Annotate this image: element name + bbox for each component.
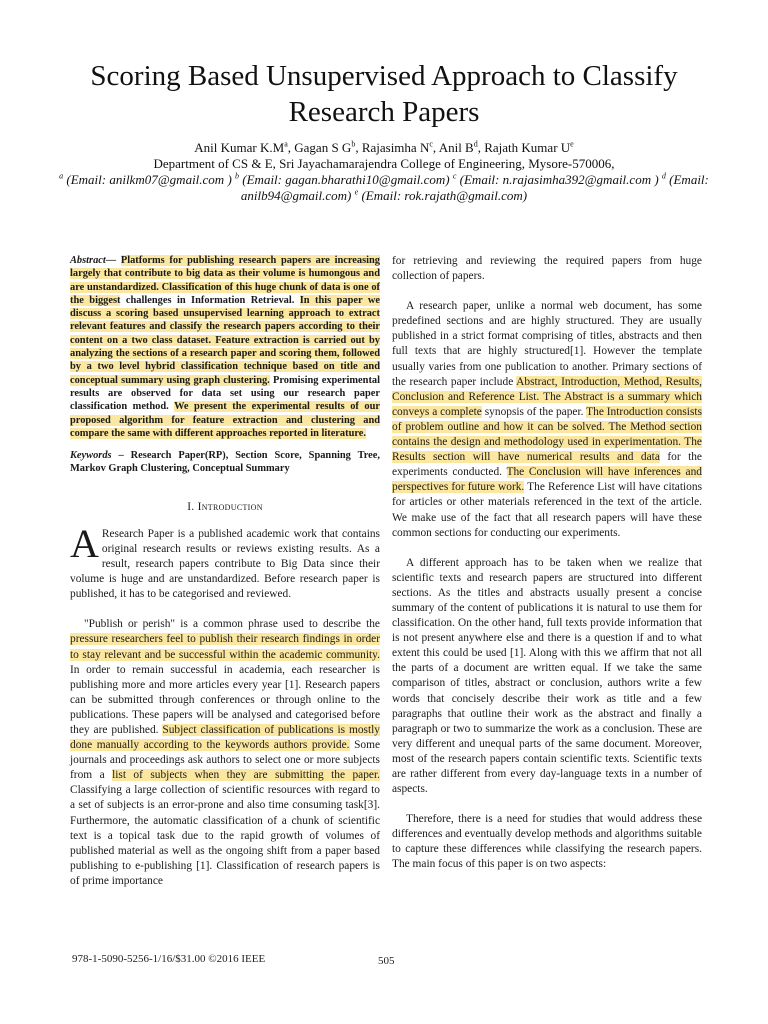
drop-cap: A xyxy=(70,520,99,566)
author-name: Anil B xyxy=(438,140,474,155)
author-name: Gagan S G xyxy=(294,140,352,155)
author-name: Rajath Kumar U xyxy=(484,140,571,155)
keywords-text: – Research Paper(RP), Section Score, Spanning Tree, Markov Graph Clustering, Conceptual Summary xyxy=(70,450,380,475)
author-email: (Email: gagan.bharathi10@gmail.com) xyxy=(242,172,450,187)
page-number: 505 xyxy=(378,955,395,967)
email-mark: a xyxy=(59,171,64,181)
abstract-dash: — xyxy=(105,255,117,266)
body-text: The Reference List will have citations for articles or other materials referenced in the text of the article. We make use of the fact that all research papers will have these common sections for conducting our experiments. xyxy=(392,481,702,539)
intro-paragraph-2 xyxy=(70,617,380,889)
paper-title: Scoring Based Unsupervised Approach to Classify Research Papers xyxy=(90,60,678,128)
author-email: (Email: n.rajasimha392@gmail.com ) xyxy=(459,172,659,187)
author-affiliation-mark: a xyxy=(284,139,288,149)
email-mark: b xyxy=(235,171,240,181)
body-text: Classifying a large collection of scientific resources with regard to a set of subjects is an error-prone and also time consuming task[3]. Furthermore, the automatic classification of a chunk of scientific text is a topical task due to the rapid growth of volumes of published material as well as the ongoing shift from a paper based publishing to e-publishing [1]. Classification of research papers is of prime importance xyxy=(70,784,380,887)
author-name: Anil Kumar K.M xyxy=(194,140,285,155)
highlighted-text: is carried out by analyzing the sections of a research paper and scoring them, followed by a two level hybrid classification technique based on title and conceptual summary using graph clustering. xyxy=(70,334,380,386)
highlighted-text: Platforms for publishing research papers are increasing largely that contribute to big data as their volume is humongous and are unstandardized. Classification of this huge chunk of data is one of the biggest xyxy=(70,255,380,306)
body-text: A research paper, unlike a normal web document, has some predefined sections and are highly structured. They are usually published in a strict format comprising of titles, abstracts and then full texts that are highly structured[1]. However the template usually varies from one publication to another. Primary sections of the research paper include xyxy=(392,300,702,388)
abstract xyxy=(70,254,380,440)
body-text: "Publish or perish" is a common phrase used to describe the xyxy=(84,618,380,631)
right-paragraph-1 xyxy=(392,299,702,541)
section-heading-introduction xyxy=(70,500,380,515)
affiliation: Department of CS & E, Sri Jayachamarajendra College of Engineering, Mysore-570006, xyxy=(153,156,615,171)
abstract-label: Abstract xyxy=(70,255,106,266)
author-affiliation-mark: e xyxy=(570,139,574,149)
email-mark: c xyxy=(452,171,457,181)
body-text: synopsis of the paper. xyxy=(481,405,587,418)
body-text: challenges in Information Retrieval. xyxy=(120,294,300,306)
keywords-label: Keywords xyxy=(70,450,112,462)
highlighted-text: pressure researchers feel to publish their research findings in order to stay relevant and be successful within the academic community. xyxy=(70,633,380,661)
body-text: Some journals and proceedings ask authors to select one or more subjects from a xyxy=(70,739,381,782)
section-number: I. xyxy=(187,500,195,513)
intro-paragraph-1-text: Research Paper is a published academic work that contains original research results or reviews existing results. As a result, research papers contribute to Big Data since their volume is huge and are unstandardized. Before research paper is published, it has to be categorised and reviewed. xyxy=(70,527,380,601)
highlighted-text: Subject classification of publications is mostly done manually according to the keywords authors provide. xyxy=(70,723,381,752)
right-paragraph-3: Therefore, there is a need for studies that would address these differences and eventually develop methods and algorithms suitable to capture these differences while classifying the research papers. The main focus of this paper is on two aspects: xyxy=(392,813,702,871)
email-mark: e xyxy=(354,187,359,197)
highlighted-text: The Conclusion will have inferences and perspectives for future work. xyxy=(392,466,702,494)
highlighted-text: The Introduction consists of problem outline and how it can be solved. The Method section contains the design and methodology used in experimentation. The Results section will have numerical results and data xyxy=(392,405,702,464)
keywords xyxy=(70,449,380,476)
author-block xyxy=(40,140,728,204)
footer-isbn: 978-1-5090-5256-1/16/$31.00 ©2016 IEEE xyxy=(72,953,266,965)
body-text: for the experiments conducted. xyxy=(392,451,702,479)
section-title: Introduction xyxy=(197,500,263,513)
body-text: Promising experimental results are observed for data set using our research paper classification method. xyxy=(70,374,380,413)
right-paragraph-0: for retrieving and reviewing the required papers from huge collection of papers. xyxy=(392,255,702,283)
author-email: (Email: anilkm07@gmail.com ) xyxy=(66,172,232,187)
author-name: Rajasimha N xyxy=(361,140,430,155)
intro-paragraph-1 xyxy=(70,520,380,602)
highlighted-text: In this paper we discuss a scoring based unsupervised learning approach to extract relevant features and classify the research papers according to their content on a two class dataset. Feature extraction xyxy=(70,294,380,346)
author-email: (Email: anilb94@gmail.com) xyxy=(240,172,709,203)
author-email: (Email: rok.rajath@gmail.com) xyxy=(361,188,528,203)
author-affiliation-mark: d xyxy=(473,139,478,149)
right-column xyxy=(392,254,702,873)
highlighted-text: Abstract, Introduction, Method, Results, Conclusion and Reference List. The Abstract is a summary which conveys a complete xyxy=(392,375,702,418)
author-affiliation-mark: c xyxy=(429,139,433,149)
body-text: In order to remain successful in academia, each researcher is publishing more and more articles every year [1]. Research papers can be submitted through conferences or through online to the publications. These papers will be analysed and categorised before they are published. xyxy=(70,663,380,736)
email-mark: d xyxy=(661,171,666,181)
author-emails xyxy=(40,172,728,204)
right-paragraph-2: A different approach has to be taken when we realize that scientific texts and research papers are structured into different sections. As the titles and abstracts usually present a concise summary of the content of publications it is natural to use them for classification. On the other hand, full texts provide information that is not present anywhere else and there is a question if and to what extent this could be used [1]. Along with this we affirm that not all the parts of a document are written equal. If we take the same comparison of titles, abstract or conclusion, authors write a few words that concisely describe their work as title and a few paragraphs that outline their work as the abstract and finally a paragraph or two to summarize the work as a conclusion. These are very different and unequal parts of the same document. Moreover, most of the research papers contain scientific texts. Scientific texts are rather different from every day-language texts in a number of aspects. xyxy=(392,556,702,796)
left-column xyxy=(70,254,380,889)
highlighted-text: We present the experimental results of our proposed algorithm for feature extraction and clustering and compare the same with different approaches reported in literature. xyxy=(70,401,380,439)
author-names: Anil Kumar $K.M^a$, Gagan S $G^b$, Rajasimha $N^c$, Anil $B^d$, Rajath Kumar $U^e$ xyxy=(194,139,574,155)
highlighted-text: list of subjects when they are submitting the paper. xyxy=(112,769,380,782)
author-affiliation-mark: b xyxy=(351,139,356,149)
